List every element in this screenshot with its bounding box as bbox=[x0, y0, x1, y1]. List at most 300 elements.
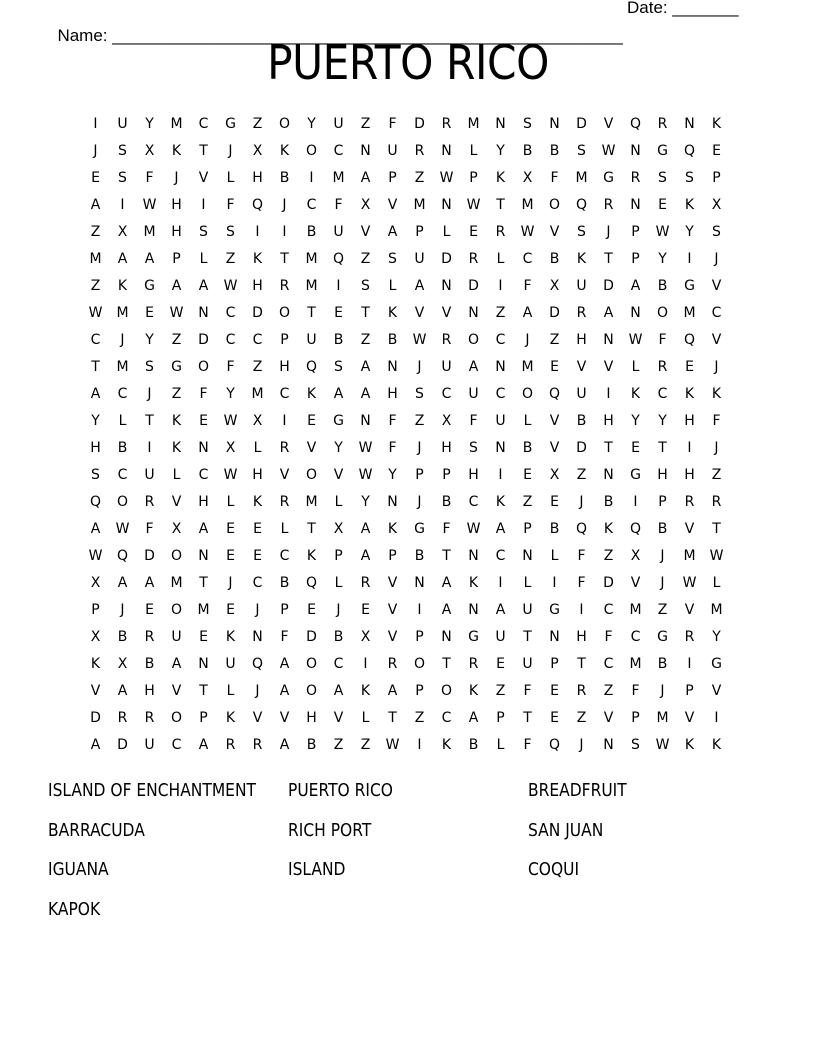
grid-letter[interactable]: S bbox=[685, 170, 694, 186]
grid-letter[interactable]: C bbox=[171, 737, 182, 753]
grid-letter[interactable]: U bbox=[522, 656, 533, 672]
grid-letter[interactable]: N bbox=[414, 575, 425, 591]
grid-letter[interactable]: Q bbox=[332, 251, 345, 267]
grid-letter[interactable]: C bbox=[441, 710, 452, 726]
grid-letter[interactable]: W bbox=[628, 332, 643, 348]
grid-letter[interactable]: V bbox=[387, 629, 398, 645]
grid-letter[interactable]: A bbox=[387, 683, 398, 699]
grid-letter[interactable]: L bbox=[172, 467, 181, 483]
grid-letter[interactable]: T bbox=[199, 683, 208, 699]
grid-letter[interactable]: A bbox=[144, 575, 155, 591]
grid-letter[interactable]: M bbox=[575, 170, 588, 186]
grid-letter[interactable]: R bbox=[144, 629, 155, 645]
grid-letter[interactable]: W bbox=[88, 548, 103, 564]
grid-letter[interactable]: F bbox=[631, 683, 640, 699]
grid-letter[interactable]: E bbox=[712, 143, 721, 159]
grid-letter[interactable]: N bbox=[360, 143, 371, 159]
grid-letter[interactable]: A bbox=[198, 521, 209, 537]
grid-letter[interactable]: H bbox=[441, 440, 452, 456]
grid-letter[interactable]: X bbox=[630, 548, 641, 564]
grid-letter[interactable]: O bbox=[278, 305, 291, 321]
grid-letter[interactable]: I bbox=[579, 602, 584, 618]
grid-letter[interactable]: E bbox=[307, 602, 316, 618]
grid-letter[interactable]: J bbox=[336, 602, 341, 618]
grid-letter[interactable]: N bbox=[630, 143, 641, 159]
grid-letter[interactable]: R bbox=[576, 683, 587, 699]
grid-letter[interactable]: V bbox=[603, 116, 614, 132]
grid-letter[interactable]: A bbox=[360, 521, 371, 537]
grid-letter[interactable]: H bbox=[198, 494, 209, 510]
grid-letter[interactable]: B bbox=[306, 224, 317, 240]
grid-letter[interactable]: F bbox=[604, 629, 613, 645]
grid-letter[interactable]: R bbox=[657, 359, 668, 375]
grid-letter[interactable]: J bbox=[255, 683, 260, 699]
grid-letter[interactable]: F bbox=[658, 332, 667, 348]
grid-letter[interactable]: W bbox=[385, 737, 400, 753]
grid-letter[interactable]: F bbox=[145, 521, 154, 537]
grid-letter[interactable]: T bbox=[442, 656, 451, 672]
grid-letter[interactable]: Z bbox=[603, 548, 614, 564]
grid-letter[interactable]: F bbox=[226, 197, 235, 213]
grid-letter[interactable]: U bbox=[414, 251, 425, 267]
grid-letter[interactable]: H bbox=[252, 170, 263, 186]
grid-letter[interactable]: V bbox=[279, 710, 290, 726]
grid-letter[interactable]: D bbox=[603, 575, 614, 591]
grid-letter[interactable]: R bbox=[684, 629, 695, 645]
grid-letter[interactable]: E bbox=[334, 305, 343, 321]
grid-letter[interactable]: N bbox=[198, 440, 209, 456]
grid-letter[interactable]: V bbox=[711, 278, 722, 294]
grid-letter[interactable]: L bbox=[334, 575, 343, 591]
grid-letter[interactable]: K bbox=[225, 710, 236, 726]
grid-letter[interactable]: U bbox=[495, 629, 506, 645]
grid-letter[interactable]: F bbox=[577, 548, 586, 564]
grid-letter[interactable]: J bbox=[93, 143, 98, 159]
grid-letter[interactable]: Q bbox=[116, 548, 129, 564]
grid-letter[interactable]: C bbox=[711, 305, 722, 321]
grid-letter[interactable]: F bbox=[199, 386, 208, 402]
grid-letter[interactable]: H bbox=[171, 197, 182, 213]
grid-letter[interactable]: F bbox=[469, 413, 478, 429]
grid-letter[interactable]: H bbox=[144, 683, 155, 699]
grid-letter[interactable]: V bbox=[684, 521, 695, 537]
grid-letter[interactable]: L bbox=[442, 224, 451, 240]
grid-letter[interactable]: M bbox=[143, 224, 156, 240]
grid-letter[interactable]: K bbox=[495, 494, 506, 510]
grid-letter[interactable]: N bbox=[684, 116, 695, 132]
grid-letter[interactable]: C bbox=[279, 386, 290, 402]
grid-letter[interactable]: T bbox=[523, 710, 532, 726]
grid-letter[interactable]: Q bbox=[89, 494, 102, 510]
grid-letter[interactable]: V bbox=[387, 197, 398, 213]
grid-letter[interactable]: Z bbox=[576, 710, 587, 726]
grid-letter[interactable]: M bbox=[656, 710, 669, 726]
grid-letter[interactable]: A bbox=[360, 548, 371, 564]
grid-letter[interactable]: E bbox=[550, 683, 559, 699]
grid-letter[interactable]: H bbox=[252, 467, 263, 483]
grid-letter[interactable]: E bbox=[469, 224, 478, 240]
grid-letter[interactable]: P bbox=[550, 656, 559, 672]
grid-letter[interactable]: M bbox=[710, 602, 723, 618]
grid-letter[interactable]: Y bbox=[307, 116, 316, 132]
grid-letter[interactable]: H bbox=[468, 467, 479, 483]
grid-letter[interactable]: L bbox=[199, 251, 208, 267]
grid-letter[interactable]: Q bbox=[683, 332, 696, 348]
grid-letter[interactable]: V bbox=[684, 710, 695, 726]
grid-letter[interactable]: K bbox=[684, 386, 695, 402]
grid-letter[interactable]: A bbox=[279, 683, 290, 699]
grid-letter[interactable]: A bbox=[468, 710, 479, 726]
grid-letter[interactable]: E bbox=[307, 413, 316, 429]
grid-letter[interactable]: X bbox=[225, 440, 236, 456]
grid-letter[interactable]: N bbox=[603, 737, 614, 753]
grid-letter[interactable]: I bbox=[606, 386, 611, 402]
grid-letter[interactable]: O bbox=[170, 710, 183, 726]
grid-letter[interactable]: K bbox=[225, 629, 236, 645]
grid-letter[interactable]: L bbox=[712, 575, 721, 591]
grid-letter[interactable]: U bbox=[576, 278, 587, 294]
grid-letter[interactable]: S bbox=[118, 143, 127, 159]
grid-letter[interactable]: T bbox=[604, 251, 613, 267]
grid-letter[interactable]: K bbox=[90, 656, 101, 672]
grid-letter[interactable]: W bbox=[520, 224, 535, 240]
grid-letter[interactable]: W bbox=[466, 521, 481, 537]
grid-letter[interactable]: Q bbox=[575, 197, 588, 213]
grid-letter[interactable]: W bbox=[412, 332, 427, 348]
grid-letter[interactable]: V bbox=[576, 359, 587, 375]
grid-letter[interactable]: C bbox=[495, 386, 506, 402]
grid-letter[interactable]: I bbox=[498, 575, 503, 591]
grid-letter[interactable]: I bbox=[282, 413, 287, 429]
grid-letter[interactable]: B bbox=[441, 494, 452, 510]
grid-letter[interactable]: A bbox=[279, 737, 290, 753]
grid-letter[interactable]: K bbox=[306, 548, 317, 564]
grid-letter[interactable]: R bbox=[441, 116, 452, 132]
grid-letter[interactable]: B bbox=[522, 143, 533, 159]
grid-letter[interactable]: G bbox=[414, 521, 425, 537]
grid-letter[interactable]: T bbox=[658, 440, 667, 456]
grid-letter[interactable]: S bbox=[226, 224, 235, 240]
grid-letter[interactable]: N bbox=[468, 602, 479, 618]
grid-letter[interactable]: U bbox=[144, 467, 155, 483]
grid-letter[interactable]: A bbox=[333, 683, 344, 699]
grid-letter[interactable]: J bbox=[525, 332, 530, 348]
grid-letter[interactable]: G bbox=[144, 278, 155, 294]
grid-letter[interactable]: E bbox=[253, 521, 262, 537]
grid-letter[interactable]: M bbox=[170, 575, 183, 591]
grid-letter[interactable]: D bbox=[90, 710, 101, 726]
grid-letter[interactable]: O bbox=[305, 683, 318, 699]
grid-letter[interactable]: E bbox=[658, 197, 667, 213]
grid-letter[interactable]: L bbox=[469, 143, 478, 159]
grid-letter[interactable]: I bbox=[120, 197, 125, 213]
grid-letter[interactable]: R bbox=[684, 494, 695, 510]
grid-letter[interactable]: N bbox=[360, 413, 371, 429]
grid-letter[interactable]: T bbox=[361, 305, 370, 321]
grid-letter[interactable]: A bbox=[630, 278, 641, 294]
grid-letter[interactable]: Y bbox=[631, 413, 640, 429]
grid-letter[interactable]: W bbox=[358, 440, 373, 456]
grid-letter[interactable]: V bbox=[306, 440, 317, 456]
grid-letter[interactable]: V bbox=[360, 224, 371, 240]
grid-letter[interactable]: K bbox=[684, 737, 695, 753]
grid-letter[interactable]: Z bbox=[549, 332, 560, 348]
grid-letter[interactable]: F bbox=[550, 170, 559, 186]
grid-letter[interactable]: Z bbox=[252, 359, 263, 375]
grid-letter[interactable]: P bbox=[280, 602, 289, 618]
grid-letter[interactable]: B bbox=[333, 629, 344, 645]
grid-letter[interactable]: A bbox=[495, 602, 506, 618]
grid-letter[interactable]: U bbox=[576, 386, 587, 402]
grid-letter[interactable]: K bbox=[387, 521, 398, 537]
grid-letter[interactable]: O bbox=[413, 656, 426, 672]
grid-letter[interactable]: Z bbox=[522, 494, 533, 510]
grid-letter[interactable]: C bbox=[333, 656, 344, 672]
grid-letter[interactable]: M bbox=[521, 359, 534, 375]
grid-letter[interactable]: J bbox=[660, 575, 665, 591]
grid-letter[interactable]: X bbox=[252, 143, 263, 159]
grid-letter[interactable]: N bbox=[441, 143, 452, 159]
grid-letter[interactable]: M bbox=[305, 278, 318, 294]
grid-letter[interactable]: H bbox=[252, 278, 263, 294]
grid-letter[interactable]: E bbox=[226, 521, 235, 537]
grid-letter[interactable]: M bbox=[170, 116, 183, 132]
grid-letter[interactable]: O bbox=[305, 467, 318, 483]
grid-letter[interactable]: E bbox=[523, 467, 532, 483]
grid-letter[interactable]: T bbox=[604, 440, 613, 456]
grid-letter[interactable]: C bbox=[117, 386, 128, 402]
grid-letter[interactable]: T bbox=[91, 359, 100, 375]
grid-letter[interactable]: S bbox=[469, 440, 478, 456]
grid-letter[interactable]: V bbox=[171, 683, 182, 699]
grid-letter[interactable]: U bbox=[225, 656, 236, 672]
grid-letter[interactable]: C bbox=[441, 386, 452, 402]
grid-letter[interactable]: M bbox=[251, 386, 264, 402]
grid-letter[interactable]: A bbox=[90, 197, 101, 213]
grid-letter[interactable]: V bbox=[711, 683, 722, 699]
grid-letter[interactable]: K bbox=[171, 440, 182, 456]
grid-letter[interactable]: Y bbox=[91, 413, 100, 429]
grid-letter[interactable]: O bbox=[278, 116, 291, 132]
grid-letter[interactable]: R bbox=[630, 170, 641, 186]
grid-letter[interactable]: L bbox=[226, 170, 235, 186]
grid-letter[interactable]: Q bbox=[548, 737, 561, 753]
grid-letter[interactable]: A bbox=[360, 359, 371, 375]
grid-letter[interactable]: E bbox=[361, 602, 370, 618]
grid-letter[interactable]: O bbox=[548, 197, 561, 213]
grid-letter[interactable]: V bbox=[441, 305, 452, 321]
grid-letter[interactable]: R bbox=[279, 440, 290, 456]
grid-letter[interactable]: A bbox=[198, 278, 209, 294]
grid-letter[interactable]: F bbox=[388, 440, 397, 456]
grid-letter[interactable]: K bbox=[252, 251, 263, 267]
grid-letter[interactable]: C bbox=[306, 197, 317, 213]
grid-letter[interactable]: F bbox=[523, 683, 532, 699]
grid-letter[interactable]: V bbox=[198, 170, 209, 186]
grid-letter[interactable]: M bbox=[332, 170, 345, 186]
grid-letter[interactable]: B bbox=[549, 143, 560, 159]
grid-letter[interactable]: A bbox=[333, 386, 344, 402]
grid-letter[interactable]: B bbox=[333, 332, 344, 348]
grid-letter[interactable]: M bbox=[116, 305, 129, 321]
grid-letter[interactable]: P bbox=[415, 224, 424, 240]
grid-letter[interactable]: H bbox=[684, 467, 695, 483]
grid-letter[interactable]: Q bbox=[251, 656, 264, 672]
grid-letter[interactable]: X bbox=[144, 143, 155, 159]
grid-letter[interactable]: D bbox=[252, 305, 263, 321]
grid-letter[interactable]: A bbox=[441, 602, 452, 618]
grid-letter[interactable]: N bbox=[387, 494, 398, 510]
grid-letter[interactable]: R bbox=[252, 737, 263, 753]
grid-letter[interactable]: S bbox=[712, 224, 721, 240]
grid-letter[interactable]: L bbox=[226, 494, 235, 510]
grid-letter[interactable]: P bbox=[631, 710, 640, 726]
grid-letter[interactable]: J bbox=[417, 494, 422, 510]
grid-letter[interactable]: C bbox=[198, 467, 209, 483]
name-field[interactable]: Name: ______________________________________________________ bbox=[57, 26, 623, 45]
grid-letter[interactable]: B bbox=[522, 440, 533, 456]
grid-letter[interactable]: P bbox=[280, 332, 289, 348]
grid-letter[interactable]: W bbox=[142, 197, 157, 213]
grid-letter[interactable]: I bbox=[201, 197, 206, 213]
grid-letter[interactable]: T bbox=[388, 710, 397, 726]
grid-letter[interactable]: H bbox=[306, 710, 317, 726]
grid-letter[interactable]: U bbox=[495, 413, 506, 429]
grid-letter[interactable]: R bbox=[414, 143, 425, 159]
grid-letter[interactable]: Q bbox=[683, 143, 696, 159]
grid-letter[interactable]: K bbox=[171, 143, 182, 159]
grid-letter[interactable]: N bbox=[495, 116, 506, 132]
grid-letter[interactable]: T bbox=[577, 656, 586, 672]
grid-letter[interactable]: X bbox=[171, 521, 182, 537]
grid-letter[interactable]: V bbox=[171, 494, 182, 510]
grid-letter[interactable]: O bbox=[521, 386, 534, 402]
grid-letter[interactable]: A bbox=[117, 683, 128, 699]
grid-letter[interactable]: G bbox=[171, 359, 182, 375]
grid-letter[interactable]: W bbox=[601, 143, 616, 159]
grid-letter[interactable]: E bbox=[199, 629, 208, 645]
grid-letter[interactable]: U bbox=[333, 116, 344, 132]
grid-letter[interactable]: D bbox=[144, 548, 155, 564]
grid-letter[interactable]: F bbox=[523, 278, 532, 294]
grid-letter[interactable]: S bbox=[577, 224, 586, 240]
grid-letter[interactable]: S bbox=[658, 170, 667, 186]
grid-letter[interactable]: B bbox=[657, 521, 668, 537]
grid-letter[interactable]: L bbox=[226, 683, 235, 699]
grid-letter[interactable]: U bbox=[171, 629, 182, 645]
grid-letter[interactable]: F bbox=[388, 413, 397, 429]
grid-letter[interactable]: S bbox=[91, 467, 100, 483]
grid-letter[interactable]: A bbox=[468, 359, 479, 375]
grid-letter[interactable]: X bbox=[522, 170, 533, 186]
grid-letter[interactable]: D bbox=[198, 332, 209, 348]
grid-letter[interactable]: J bbox=[282, 197, 287, 213]
grid-letter[interactable]: D bbox=[117, 737, 128, 753]
grid-letter[interactable]: X bbox=[360, 629, 371, 645]
grid-letter[interactable]: K bbox=[603, 521, 614, 537]
grid-letter[interactable]: I bbox=[687, 440, 692, 456]
grid-letter[interactable]: U bbox=[117, 116, 128, 132]
grid-letter[interactable]: R bbox=[603, 197, 614, 213]
grid-letter[interactable]: N bbox=[630, 197, 641, 213]
letter-grid[interactable] bbox=[82, 111, 730, 759]
grid-letter[interactable]: M bbox=[413, 197, 426, 213]
grid-letter[interactable]: T bbox=[712, 521, 721, 537]
grid-letter[interactable]: H bbox=[171, 224, 182, 240]
grid-letter[interactable]: Z bbox=[414, 710, 425, 726]
grid-letter[interactable]: N bbox=[522, 548, 533, 564]
grid-letter[interactable]: I bbox=[336, 278, 341, 294]
grid-letter[interactable]: I bbox=[498, 278, 503, 294]
grid-letter[interactable]: I bbox=[552, 575, 557, 591]
grid-letter[interactable]: P bbox=[469, 170, 478, 186]
grid-letter[interactable]: P bbox=[631, 251, 640, 267]
grid-letter[interactable]: R bbox=[387, 656, 398, 672]
grid-letter[interactable]: M bbox=[467, 116, 480, 132]
grid-letter[interactable]: A bbox=[387, 224, 398, 240]
grid-letter[interactable]: O bbox=[116, 494, 129, 510]
grid-letter[interactable]: U bbox=[522, 602, 533, 618]
grid-letter[interactable]: T bbox=[145, 413, 154, 429]
grid-letter[interactable]: E bbox=[685, 359, 694, 375]
grid-letter[interactable]: G bbox=[549, 602, 560, 618]
grid-letter[interactable]: N bbox=[252, 629, 263, 645]
grid-letter[interactable]: P bbox=[334, 548, 343, 564]
grid-letter[interactable]: C bbox=[522, 251, 533, 267]
grid-letter[interactable]: I bbox=[498, 467, 503, 483]
grid-letter[interactable]: N bbox=[630, 305, 641, 321]
grid-letter[interactable]: A bbox=[144, 251, 155, 267]
grid-letter[interactable]: H bbox=[657, 467, 668, 483]
grid-letter[interactable]: F bbox=[334, 197, 343, 213]
grid-letter[interactable]: L bbox=[496, 737, 505, 753]
grid-letter[interactable]: V bbox=[252, 710, 263, 726]
grid-letter[interactable]: Y bbox=[361, 494, 370, 510]
grid-letter[interactable]: N bbox=[198, 548, 209, 564]
grid-letter[interactable]: C bbox=[225, 305, 236, 321]
grid-letter[interactable]: N bbox=[387, 359, 398, 375]
grid-letter[interactable]: J bbox=[120, 602, 125, 618]
grid-letter[interactable]: G bbox=[630, 467, 641, 483]
grid-letter[interactable]: U bbox=[333, 224, 344, 240]
grid-letter[interactable]: J bbox=[714, 251, 719, 267]
grid-letter[interactable]: A bbox=[117, 575, 128, 591]
grid-letter[interactable]: V bbox=[333, 467, 344, 483]
grid-letter[interactable]: N bbox=[441, 278, 452, 294]
grid-letter[interactable]: A bbox=[603, 305, 614, 321]
grid-letter[interactable]: L bbox=[523, 413, 532, 429]
grid-letter[interactable]: O bbox=[440, 683, 453, 699]
grid-letter[interactable]: M bbox=[629, 602, 642, 618]
grid-letter[interactable]: G bbox=[468, 629, 479, 645]
grid-letter[interactable]: W bbox=[655, 224, 670, 240]
grid-letter[interactable]: X bbox=[549, 467, 560, 483]
grid-letter[interactable]: J bbox=[255, 602, 260, 618]
grid-letter[interactable]: B bbox=[414, 548, 425, 564]
grid-letter[interactable]: T bbox=[307, 305, 316, 321]
grid-letter[interactable]: M bbox=[683, 305, 696, 321]
grid-letter[interactable]: K bbox=[468, 683, 479, 699]
grid-letter[interactable]: V bbox=[711, 332, 722, 348]
grid-letter[interactable]: M bbox=[683, 548, 696, 564]
grid-letter[interactable]: K bbox=[387, 305, 398, 321]
grid-letter[interactable]: T bbox=[442, 548, 451, 564]
grid-letter[interactable]: Z bbox=[495, 305, 506, 321]
grid-letter[interactable]: K bbox=[684, 197, 695, 213]
grid-letter[interactable]: E bbox=[199, 413, 208, 429]
grid-letter[interactable]: A bbox=[279, 656, 290, 672]
grid-letter[interactable]: M bbox=[305, 494, 318, 510]
